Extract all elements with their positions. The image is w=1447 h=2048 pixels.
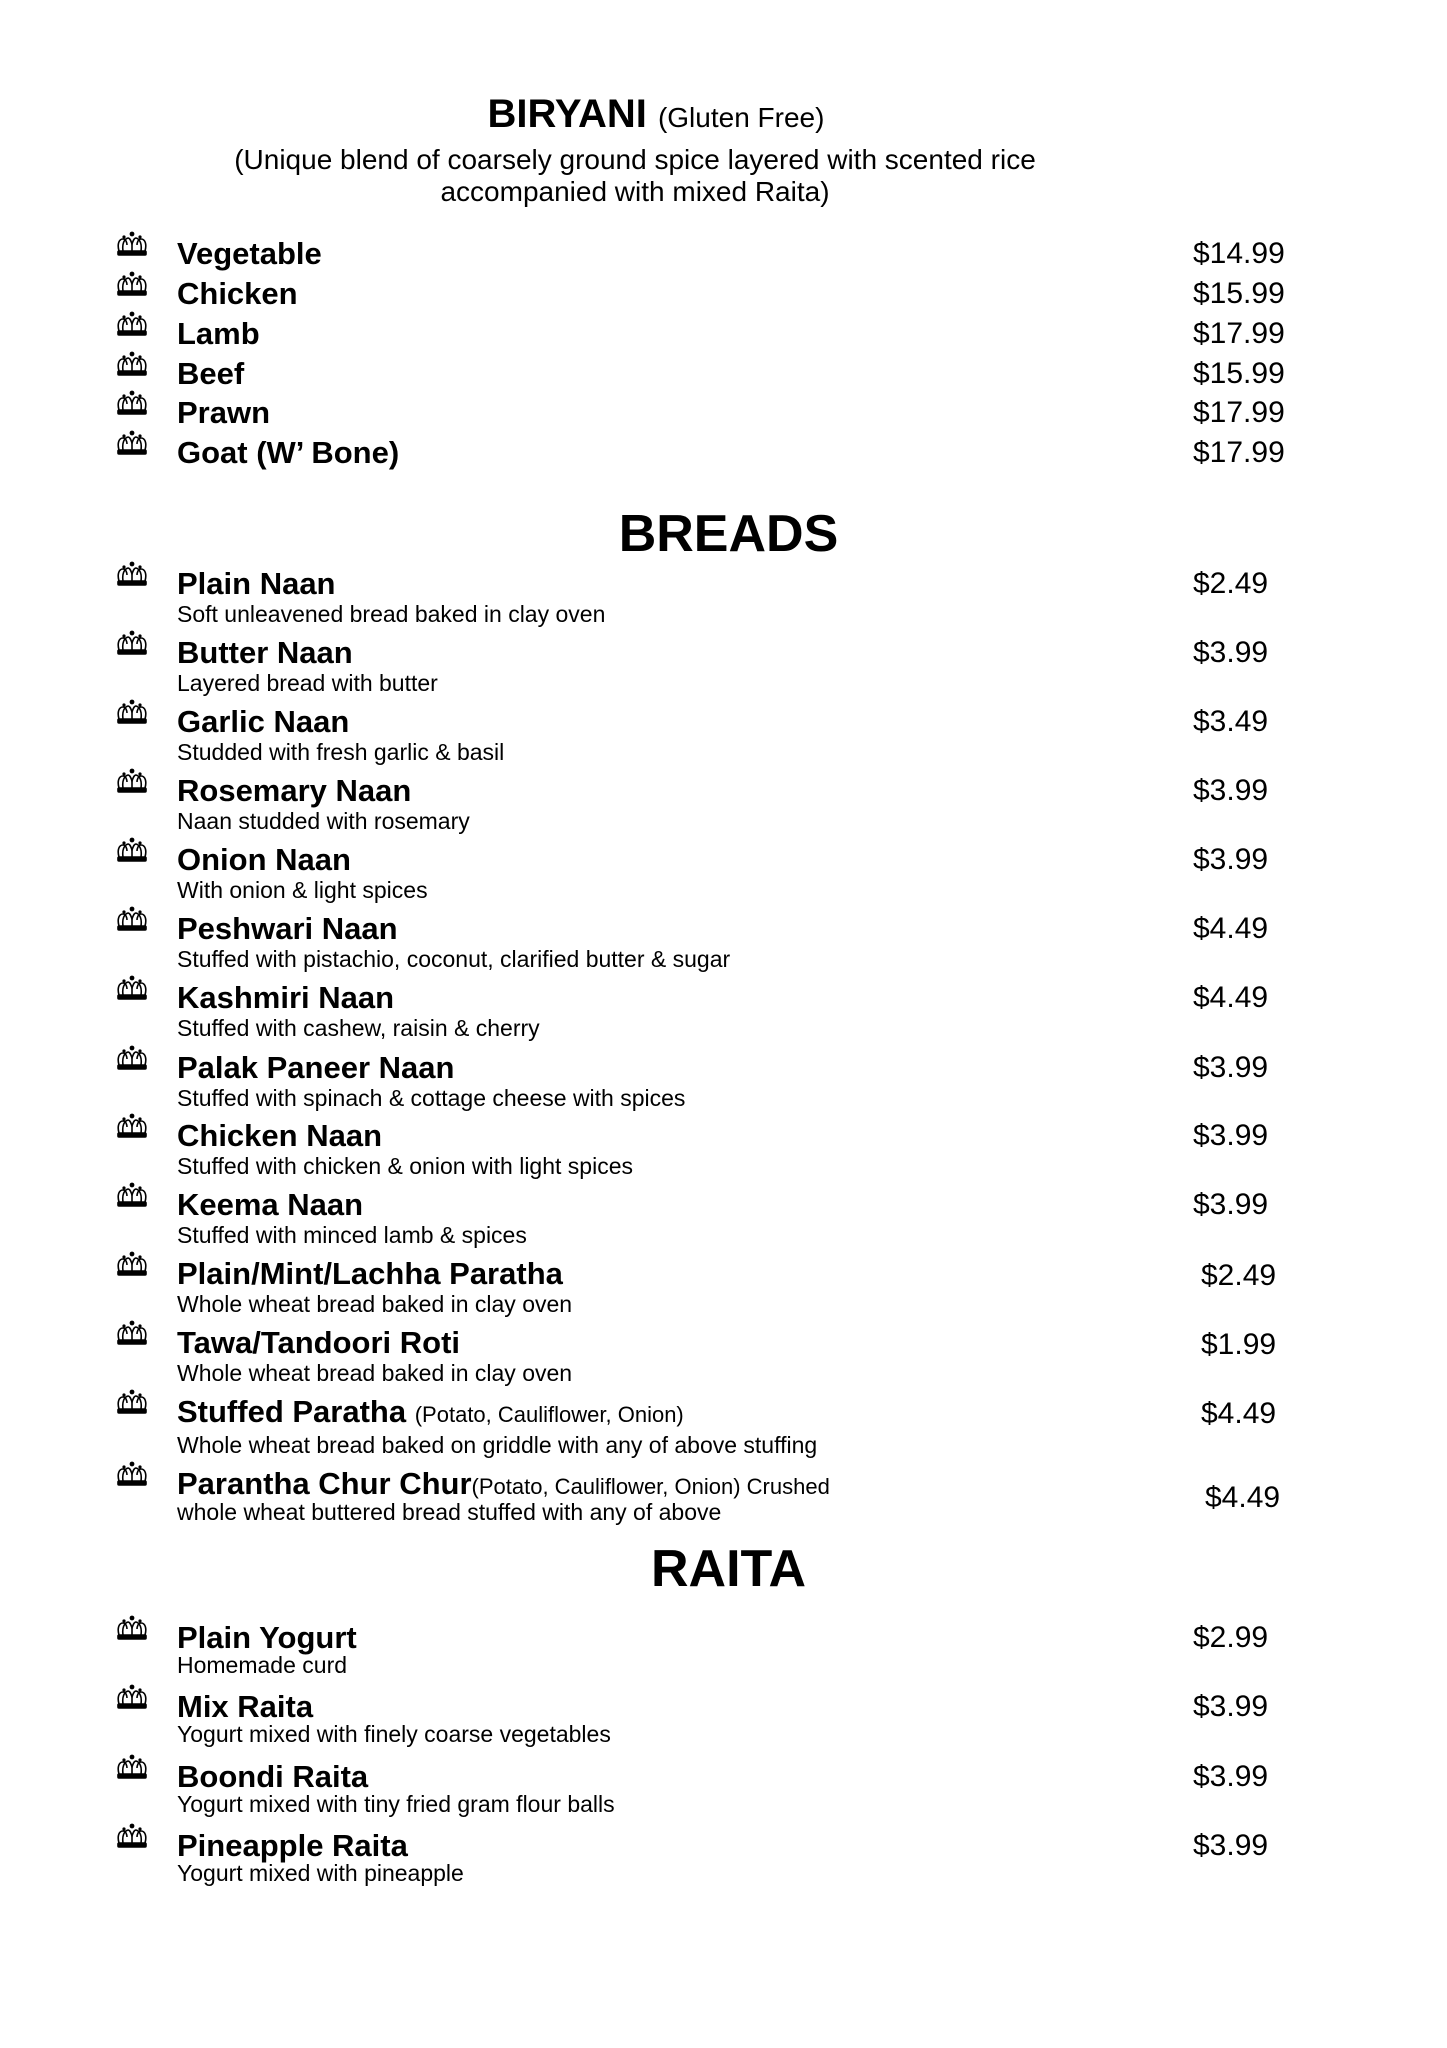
item-description: With onion & light spices	[177, 877, 428, 903]
item-price: $3.99	[1193, 774, 1269, 807]
item-description: Studded with fresh garlic & basil	[177, 739, 505, 765]
item-name	[177, 1325, 460, 1361]
item-price: $3.99	[1193, 636, 1269, 669]
item-description: Soft unleavened bread baked in clay oven	[177, 601, 606, 627]
item-description: Whole wheat bread baked in clay oven	[177, 1360, 573, 1386]
item-price: $2.49	[1201, 1259, 1277, 1292]
item-price: $4.49	[1205, 1481, 1281, 1514]
item-name-text: Mix Raita	[177, 1689, 314, 1724]
item-name	[177, 395, 270, 431]
item-price: $3.99	[1193, 1760, 1269, 1793]
crown-icon	[114, 1112, 150, 1142]
item-description: Layered bread with butter	[177, 670, 438, 696]
crown-icon	[114, 230, 150, 260]
item-price: $2.99	[1193, 1621, 1269, 1654]
crown-icon	[114, 350, 150, 380]
item-name-text: Butter Naan	[177, 635, 353, 670]
item-name-text: Chicken Naan	[177, 1118, 383, 1153]
crown-icon	[114, 270, 150, 300]
item-price: $3.99	[1193, 843, 1269, 876]
biryani-description	[0, 144, 1447, 208]
item-name-text: Tawa/Tandoori Roti	[177, 1325, 461, 1360]
item-price: $17.99	[1193, 317, 1285, 350]
item-name	[177, 1394, 684, 1433]
item-note: (Potato, Cauliflower, Onion) Crushed	[471, 1474, 830, 1499]
item-name-text: Pineapple Raita	[177, 1828, 408, 1863]
item-note: (Potato, Cauliflower, Onion)	[414, 1402, 684, 1427]
item-description: Homemade curd	[177, 1652, 348, 1678]
crown-icon	[114, 698, 150, 728]
item-price: $4.49	[1193, 912, 1269, 945]
item-name-text: Vegetable	[177, 236, 322, 271]
item-price: $17.99	[1193, 396, 1285, 429]
item-name-text: Plain/Mint/Lachha Paratha	[177, 1256, 563, 1291]
item-name-text: Beef	[177, 356, 245, 391]
crown-icon	[114, 1388, 150, 1418]
item-price: $3.99	[1193, 1690, 1269, 1723]
crown-icon	[114, 310, 150, 340]
item-name-text: Palak Paneer Naan	[177, 1050, 455, 1085]
crown-icon	[114, 389, 150, 419]
item-price: $1.99	[1201, 1328, 1277, 1361]
item-price: $4.49	[1201, 1397, 1277, 1430]
crown-icon	[114, 1319, 150, 1349]
item-price: $4.49	[1193, 981, 1269, 1014]
crown-icon	[114, 905, 150, 935]
item-description: Yogurt mixed with finely coarse vegetables	[177, 1721, 611, 1747]
item-description: Yogurt mixed with pineapple	[177, 1860, 464, 1886]
item-name-text: Stuffed Paratha	[177, 1394, 407, 1429]
crown-icon	[114, 1044, 150, 1074]
item-description: Naan studded with rosemary	[177, 808, 470, 834]
item-name	[177, 1689, 313, 1725]
raita-heading: RAITA	[650, 1540, 806, 1598]
item-name	[177, 236, 322, 272]
item-name	[177, 356, 244, 392]
item-description: Stuffed with pistachio, coconut, clarified butter & sugar	[177, 946, 731, 972]
item-name	[177, 704, 349, 740]
item-description: Stuffed with minced lamb & spices	[177, 1222, 527, 1248]
biryani-heading	[0, 92, 1447, 140]
item-name	[177, 980, 394, 1016]
item-name	[177, 1759, 368, 1795]
biryani-title: BIRYANI	[487, 92, 647, 136]
item-name	[177, 1828, 408, 1864]
item-name-text: Chicken	[177, 276, 298, 311]
item-price: $3.99	[1193, 1188, 1269, 1221]
item-description: Stuffed with chicken & onion with light spices	[177, 1153, 633, 1179]
item-name-text: Plain Yogurt	[177, 1620, 357, 1655]
item-price: $3.99	[1193, 1119, 1269, 1152]
item-price: $2.49	[1193, 567, 1269, 600]
item-price: $15.99	[1193, 357, 1285, 390]
item-name	[177, 566, 336, 602]
crown-icon	[114, 1614, 150, 1644]
crown-icon	[114, 1460, 150, 1490]
crown-icon	[114, 629, 150, 659]
item-name-text: Rosemary Naan	[177, 773, 412, 808]
item-name	[177, 1050, 454, 1086]
item-name	[177, 1256, 563, 1292]
item-name	[177, 911, 398, 947]
item-name-text: Lamb	[177, 316, 260, 351]
item-name-text: Goat (W’ Bone)	[177, 435, 400, 470]
biryani-title-note: (Gluten Free)	[657, 102, 825, 133]
item-price: $3.49	[1193, 705, 1269, 738]
item-name	[177, 276, 298, 312]
item-name	[177, 435, 399, 471]
crown-icon	[114, 974, 150, 1004]
item-price: $3.99	[1193, 1829, 1269, 1862]
crown-icon	[114, 836, 150, 866]
item-price: $3.99	[1193, 1051, 1269, 1084]
item-price: $17.99	[1193, 436, 1285, 469]
item-name	[177, 635, 353, 671]
item-name-text: Garlic Naan	[177, 704, 350, 739]
item-description: Yogurt mixed with tiny fried gram flour balls	[177, 1791, 615, 1817]
breads-heading: BREADS	[618, 505, 839, 563]
crown-icon	[114, 560, 150, 590]
item-name-text: Parantha Chur Chur	[177, 1466, 472, 1501]
crown-icon	[114, 1753, 150, 1783]
biryani-desc-line2: accompanied with mixed Raita)	[440, 176, 830, 207]
item-name-text: Onion Naan	[177, 842, 351, 877]
item-price: $14.99	[1193, 237, 1285, 270]
item-name	[177, 842, 351, 878]
biryani-desc-line1: (Unique blend of coarsely ground spice layered with scented rice	[234, 144, 1036, 175]
item-name	[177, 1118, 382, 1154]
crown-icon	[114, 1250, 150, 1280]
crown-icon	[114, 1822, 150, 1852]
crown-icon	[114, 1683, 150, 1713]
crown-icon	[114, 429, 150, 459]
item-name	[177, 1620, 357, 1656]
item-name-text: Prawn	[177, 395, 271, 430]
item-description: Whole wheat bread baked in clay oven	[177, 1291, 573, 1317]
item-name	[177, 1187, 363, 1223]
crown-icon	[114, 767, 150, 797]
item-name-text: Boondi Raita	[177, 1759, 369, 1794]
item-name-text: Plain Naan	[177, 566, 336, 601]
item-name-text: Peshwari Naan	[177, 911, 398, 946]
item-description: Whole wheat bread baked on griddle with any of above stuffing	[177, 1432, 818, 1458]
crown-icon	[114, 1181, 150, 1211]
item-name-text: Keema Naan	[177, 1187, 364, 1222]
item-name	[177, 773, 411, 809]
item-description: Stuffed with spinach & cottage cheese with spices	[177, 1085, 686, 1111]
item-name	[177, 316, 260, 352]
item-price: $15.99	[1193, 277, 1285, 310]
item-name-text: Kashmiri Naan	[177, 980, 395, 1015]
item-description: Stuffed with cashew, raisin & cherry	[177, 1015, 540, 1041]
item-description: whole wheat buttered bread stuffed with any of above	[177, 1499, 722, 1525]
